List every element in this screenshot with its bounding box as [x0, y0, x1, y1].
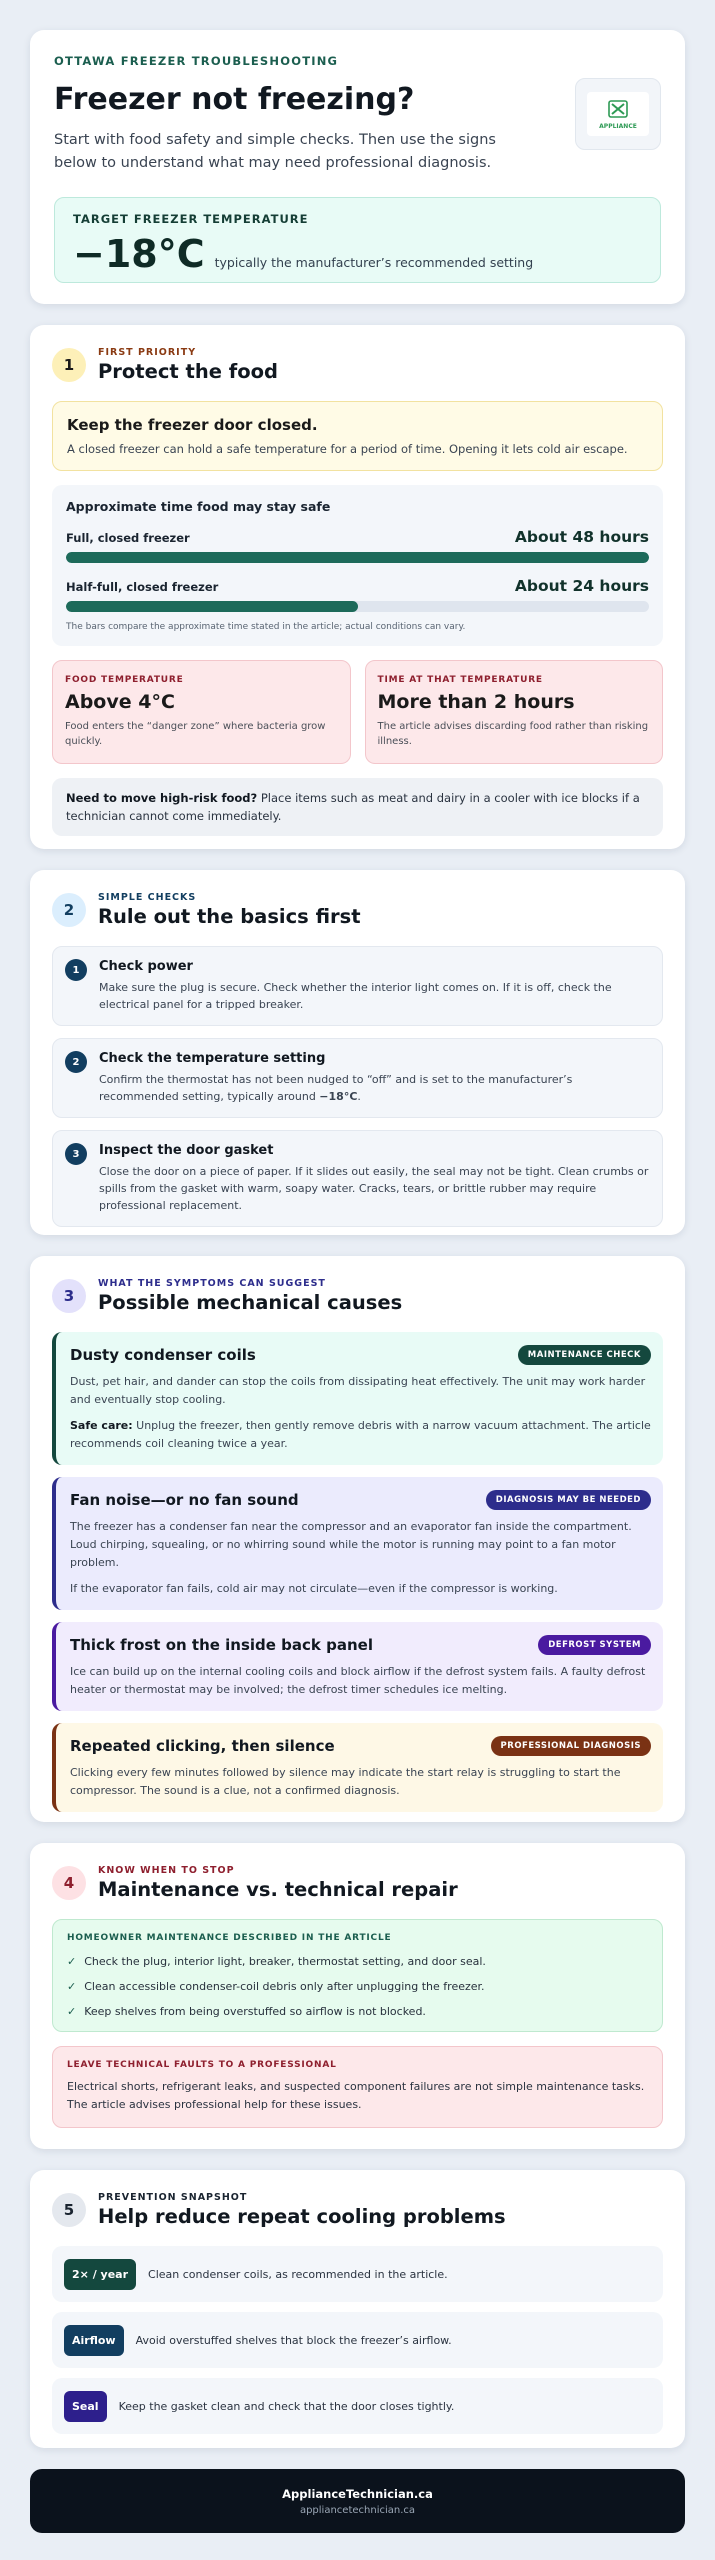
section-basics: [30, 870, 685, 1235]
footer-link[interactable]: appliancetechnician.ca: [299, 2504, 416, 2516]
time-kicker: TIME AT THAT TEMPERATURE: [377, 675, 543, 685]
bar-label: Full, closed freezer: [66, 531, 190, 545]
safe-time-title: Approximate time food may stay safe: [66, 499, 331, 514]
checkmark-icon: ✓: [67, 2005, 77, 2018]
section-kicker: KNOW WHEN TO STOP: [98, 1865, 235, 1876]
food-temperature-box: [52, 660, 351, 764]
cause-title: Dusty condenser coils: [70, 1346, 256, 1364]
section-kicker: FIRST PRIORITY: [98, 347, 197, 358]
target-note: typically the manufacturer’s recommended setting: [214, 255, 534, 270]
section-kicker: PREVENTION SNAPSHOT: [98, 2192, 248, 2203]
hero-eyebrow: OTTAWA FREEZER TROUBLESHOOTING: [54, 54, 339, 68]
footer-brand: ApplianceTechnician.ca: [282, 2486, 433, 2501]
step-check-temperature: [52, 1038, 663, 1118]
list-item: [67, 1980, 648, 1993]
cause-fan-noise: [52, 1477, 663, 1610]
food-temp-title: Above 4°C: [65, 691, 175, 713]
cause-clicking: [52, 1723, 663, 1812]
prevention-text: Keep the gasket clean and check that the door closes tightly.: [118, 2399, 455, 2413]
list-item: [67, 2005, 648, 2018]
warning-text: A closed freezer can hold a safe temperature for a period of time. Opening it lets cold air escape.: [67, 442, 628, 456]
step-text: [99, 1071, 650, 1105]
status-badge: DEFROST SYSTEM: [538, 1635, 651, 1655]
cause-extra: [70, 1417, 651, 1453]
section-number: 3: [52, 1279, 86, 1313]
cause-text: Dust, pet hair, and dander can stop the coils from dissipating heat effectively. The unit may work harder and eventually stop cooling.: [70, 1375, 646, 1406]
time-at-temperature-box: [365, 660, 664, 764]
target-label: TARGET FREEZER TEMPERATURE: [73, 212, 309, 226]
checkmark-icon: ✓: [67, 1955, 77, 1968]
section-title: Help reduce repeat cooling problems: [98, 2205, 506, 2228]
cause-thick-frost: [52, 1622, 663, 1711]
prevention-tag: Airflow: [64, 2325, 124, 2356]
logo-wordmark: APPLIANCE: [599, 122, 637, 130]
professional-kicker: LEAVE TECHNICAL FAULTS TO A PROFESSIONAL: [67, 2060, 337, 2070]
bar-row-full: [66, 528, 649, 563]
step-title: Check power: [99, 959, 193, 974]
section-number: 4: [52, 1866, 86, 1900]
step-check-power: [52, 946, 663, 1026]
cause-condenser-coils: [52, 1332, 663, 1465]
bar-value: About 24 hours: [514, 577, 649, 595]
section-number: 2: [52, 893, 86, 927]
checkmark-icon: ✓: [67, 1980, 77, 1993]
progress-track: [66, 601, 649, 612]
time-title: More than 2 hours: [377, 691, 575, 713]
food-temp-kicker: FOOD TEMPERATURE: [65, 675, 184, 685]
professional-help-box: [52, 2046, 663, 2128]
progress-track: [66, 552, 649, 563]
section-title: Possible mechanical causes: [98, 1291, 403, 1314]
step-text-end: .: [357, 1090, 361, 1103]
bar-label: Half-full, closed freezer: [66, 580, 219, 594]
cause-text: Clicking every few minutes followed by silence may indicate the start relay is struggling to start the compressor. The sound is a clue, not a confirmed diagnosis.: [70, 1766, 621, 1797]
footer: [30, 2469, 685, 2533]
prevention-tag: Seal: [64, 2391, 107, 2422]
note-bold: Need to move high-risk food?: [66, 791, 258, 805]
cause-text: Ice can build up on the internal cooling coils and block airflow if the defrost system fails. A faulty defrost heater or thermostat may be involved; the defrost timer schedules ice melting.: [70, 1665, 646, 1696]
step-text: Make sure the plug is secure. Check whether the interior light comes on. If it is off, check the electrical panel for a tripped breaker.: [99, 981, 612, 1011]
section-maintenance-vs-repair: [30, 1843, 685, 2149]
logo[interactable]: [575, 78, 661, 150]
prevention-text: Avoid overstuffed shelves that block the freezer’s airflow.: [135, 2333, 452, 2347]
check-text: Keep shelves from being overstuffed so airflow is not blocked.: [84, 2005, 426, 2018]
prevention-item: [52, 2378, 663, 2434]
section-kicker: WHAT THE SYMPTOMS CAN SUGGEST: [98, 1278, 326, 1289]
status-badge: MAINTENANCE CHECK: [518, 1345, 651, 1365]
cause-title: Thick frost on the inside back panel: [70, 1636, 373, 1654]
section-mechanical-causes: [30, 1256, 685, 1822]
bar-value: About 48 hours: [514, 528, 649, 546]
maintenance-kicker: HOMEOWNER MAINTENANCE DESCRIBED IN THE ARTICLE: [67, 1933, 392, 1943]
high-risk-note: [52, 778, 663, 836]
time-text: The article advises discarding food rather than risking illness.: [377, 721, 649, 747]
target-temperature-box: [54, 197, 661, 283]
prevention-item: [52, 2312, 663, 2368]
logo-image: [587, 92, 649, 136]
cause-title: Fan noise—or no fan sound: [70, 1491, 299, 1509]
warning-title: Keep the freezer door closed.: [67, 416, 318, 434]
section-protect-food: [30, 325, 685, 849]
cause-text: The freezer has a condenser fan near the compressor and an evaporator fan inside the compartment. Loud chirping, squealing, or no whirring sound while the motor is running may point to a fan motor problem.: [70, 1520, 632, 1569]
step-inspect-gasket: [52, 1130, 663, 1227]
safe-time-box: [52, 485, 663, 646]
step-number: 2: [65, 1051, 87, 1073]
cause-extra-text: Unplug the freezer, then gently remove debris with a narrow vacuum attachment. The article recommends coil cleaning twice a year.: [70, 1419, 651, 1450]
target-temperature: −18°C: [73, 232, 205, 276]
list-item: [67, 1955, 648, 1968]
section-number: 1: [52, 348, 86, 382]
section-title: Maintenance vs. technical repair: [98, 1878, 458, 1901]
hero-subtitle: Start with food safety and simple checks. Then use the signs below to understand what may need professional diagnosis.: [54, 132, 496, 171]
hero-card: [30, 30, 685, 304]
progress-fill: [66, 552, 649, 563]
status-badge: DIAGNOSIS MAY BE NEEDED: [486, 1490, 651, 1510]
professional-text: Electrical shorts, refrigerant leaks, and suspected component failures are not simple maintenance tasks. The article advises professional help for these issues.: [67, 2080, 645, 2111]
bar-row-half: [66, 577, 649, 612]
cause-extra-bold: Safe care:: [70, 1419, 133, 1432]
section-number: 5: [52, 2193, 86, 2227]
prevention-item: [52, 2246, 663, 2302]
note-text: Place items such as meat and dairy in a cooler with ice blocks if a technician cannot come immediately.: [66, 791, 640, 823]
step-number: 1: [65, 959, 87, 981]
step-text-part: Confirm the thermostat has not been nudged to “off” and is set to the manufacturer’s recommended setting, typically around: [99, 1073, 573, 1103]
check-text: Clean accessible condenser-coil debris only after unplugging the freezer.: [84, 1980, 485, 1993]
step-title: Check the temperature setting: [99, 1051, 326, 1066]
section-title: Protect the food: [98, 360, 278, 383]
homeowner-maintenance-box: [52, 1919, 663, 2032]
check-text: Check the plug, interior light, breaker, thermostat setting, and door seal.: [84, 1955, 486, 1968]
cause-extra: If the evaporator fan fails, cold air may not circulate—even if the compressor is working.: [70, 1582, 558, 1595]
section-prevention: [30, 2170, 685, 2448]
step-number: 3: [65, 1143, 87, 1165]
step-title: Inspect the door gasket: [99, 1143, 274, 1158]
status-badge: PROFESSIONAL DIAGNOSIS: [491, 1736, 651, 1756]
progress-fill: [66, 601, 358, 612]
bar-note: The bars compare the approximate time stated in the article; actual conditions can vary.: [66, 622, 466, 632]
door-warning-box: [52, 401, 663, 471]
section-kicker: SIMPLE CHECKS: [98, 892, 197, 903]
cause-title: Repeated clicking, then silence: [70, 1737, 335, 1755]
section-title: Rule out the basics first: [98, 905, 361, 928]
wrench-icon: [606, 99, 630, 121]
page-title: Freezer not freezing?: [54, 82, 415, 117]
food-temp-text: Food enters the “danger zone” where bacteria grow quickly.: [65, 721, 326, 747]
step-text-bold: −18°C: [319, 1090, 358, 1103]
prevention-tag: 2× / year: [64, 2259, 136, 2290]
step-text: Close the door on a piece of paper. If it slides out easily, the seal may not be tight. Clean crumbs or spills from the gasket with warm, soapy water. Cracks, tears, or brittle rubber may require professional replacement.: [99, 1165, 649, 1212]
prevention-text: Clean condenser coils, as recommended in the article.: [148, 2267, 448, 2281]
